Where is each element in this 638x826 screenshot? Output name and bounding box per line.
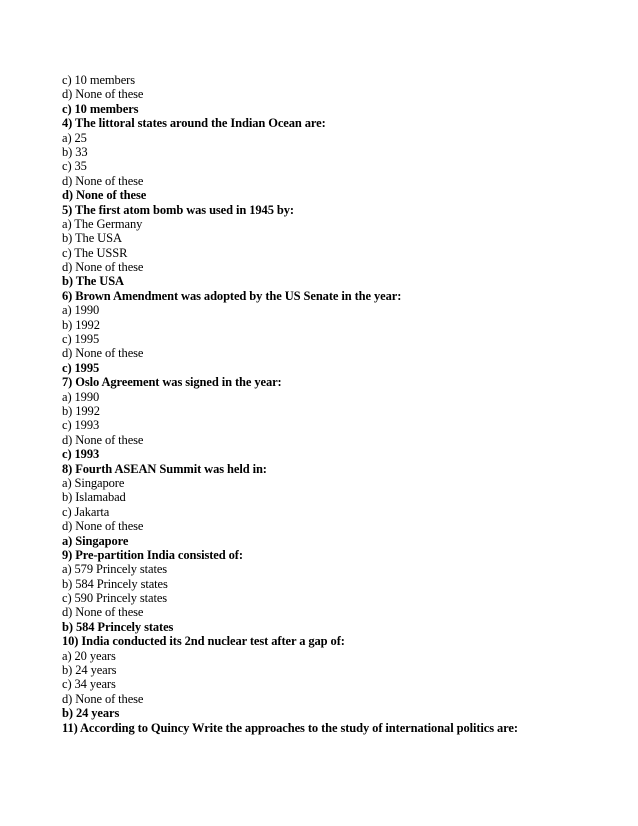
bold-text-line: c) 10 members <box>62 101 139 116</box>
bold-text-line: 9) Pre-partition India consisted of: <box>62 547 243 562</box>
bold-text-line: b) 584 Princely states <box>62 619 174 634</box>
text-line: b) 24 years <box>62 663 117 678</box>
text-line: c) 34 years <box>62 677 116 692</box>
text-line: c) 10 members <box>62 73 135 87</box>
text-line: a) 1990 <box>62 303 100 318</box>
text-line: a) 20 years <box>62 648 116 663</box>
text-line: d) None of these <box>62 87 144 102</box>
text-line: c) Jakarta <box>62 504 110 519</box>
text-line: a) 1990 <box>62 389 100 404</box>
text-line: a) 25 <box>62 130 87 145</box>
text-line: d) None of these <box>62 346 144 361</box>
bold-text-line: 10) India conducted its 2nd nuclear test after a gap of: <box>62 634 345 649</box>
text-line: d) None of these <box>62 173 144 188</box>
text-line: d) None of these <box>62 691 144 706</box>
text-line: b) 1992 <box>62 317 100 332</box>
bold-text-line: 8) Fourth ASEAN Summit was held in: <box>62 461 267 476</box>
text-line: a) 579 Princely states <box>62 562 168 577</box>
text-line: b) 33 <box>62 144 88 159</box>
text-line: a) The Germany <box>62 216 143 231</box>
text-line: c) 35 <box>62 159 87 174</box>
text-line: d) None of these <box>62 432 144 447</box>
text-line: c) 590 Princely states <box>62 591 168 606</box>
text-line: b) 584 Princely states <box>62 576 168 591</box>
text-line: d) None of these <box>62 519 144 534</box>
bold-text-line: 5) The first atom bomb was used in 1945 by: <box>62 202 294 217</box>
bold-text-line: a) Singapore <box>62 533 129 548</box>
text-line: c) 1993 <box>62 418 100 433</box>
bold-text-line: d) None of these <box>62 188 147 203</box>
bold-text-line: 6) Brown Amendment was adopted by the US Senate in the year: <box>62 288 402 303</box>
text-line: a) Singapore <box>62 475 125 490</box>
text-line: b) The USA <box>62 231 122 246</box>
bold-text-line: 4) The littoral states around the Indian Ocean are: <box>62 116 326 131</box>
bold-text-line: c) 1993 <box>62 447 100 462</box>
document-page <box>62 73 622 735</box>
text-line: b) Islamabad <box>62 490 126 505</box>
text-line: d) None of these <box>62 260 144 275</box>
bold-text-line: c) 1995 <box>62 360 100 375</box>
bold-text-line: 7) Oslo Agreement was signed in the year: <box>62 375 282 390</box>
bold-text-line: 11) According to Quincy Write the approaches to the study of international politics are: <box>62 720 518 735</box>
text-line: c) The USSR <box>62 245 128 260</box>
text-line: b) 1992 <box>62 403 100 418</box>
bold-text-line: b) 24 years <box>62 706 120 721</box>
bold-text-line: b) The USA <box>62 274 124 289</box>
text-line: c) 1995 <box>62 332 100 347</box>
text-line: d) None of these <box>62 605 144 620</box>
